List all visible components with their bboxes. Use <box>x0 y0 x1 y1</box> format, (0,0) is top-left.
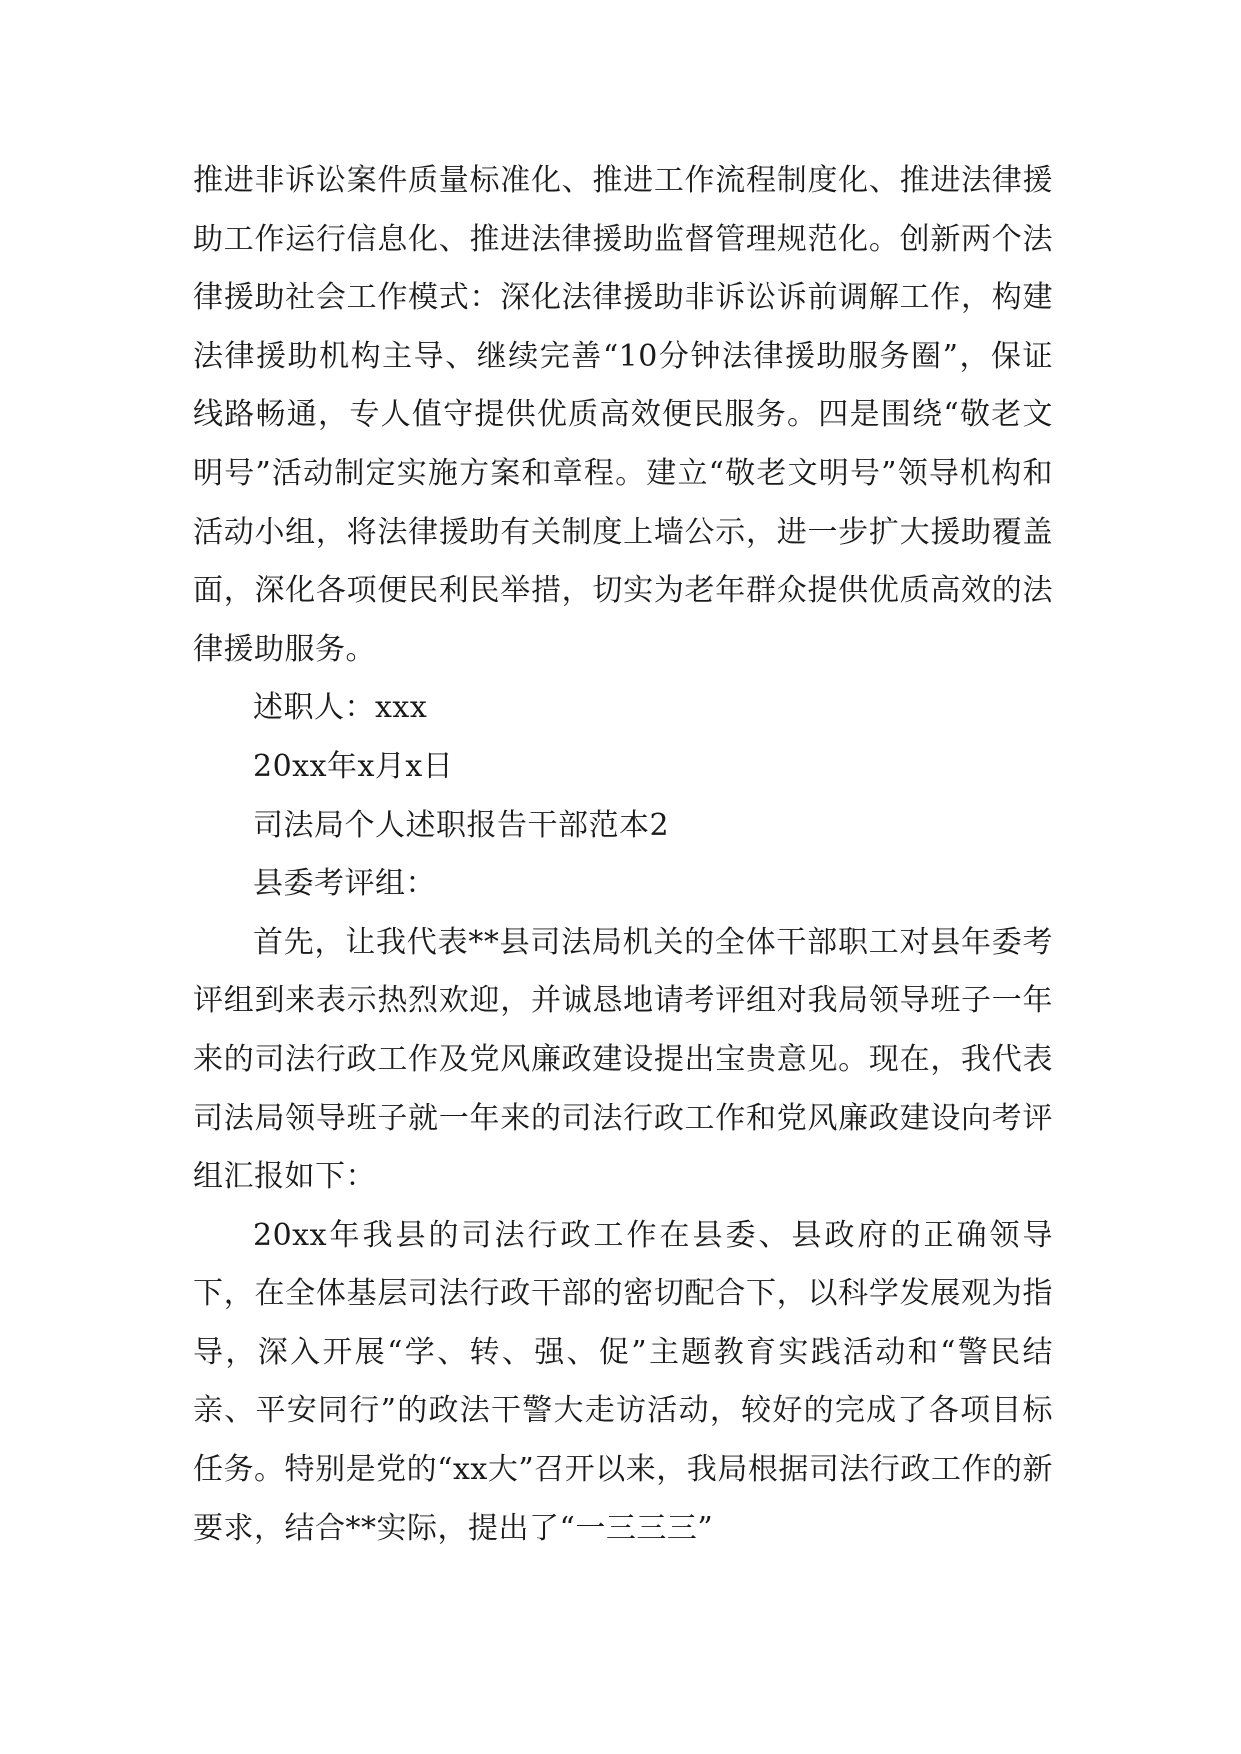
paragraph-legal-aid-measures: 推进非诉讼案件质量标准化、推进工作流程制度化、推进法律援助工作运行信息化、推进法律援助监督管理规范化。创新两个法律援助社会工作模式：深化法律援助非诉讼诉前调解工作，构建法律援助机构主导、继续完善“10分钟法律援助服务圈”，保证线路畅通，专人值守提供优质高效便民服务。四是围绕“敬老文明号”活动制定实施方案和章程。建立“敬老文明号”领导机构和活动小组，将法律援助有关制度上墙公示，进一步扩大援助覆盖面，深化各项便民利民举措，切实为老年群众提供优质高效的法律援助服务。 <box>193 163 1053 667</box>
date-line: 20xx年x月x日 <box>253 748 454 784</box>
salutation: 县委考评组： <box>253 866 436 902</box>
paragraph-annual-work: 20xx年我县的司法行政工作在县委、县政府的正确领导下，在全体基层司法行政干部的密切配合下，以科学发展观为指导，深入开展“学、转、强、促”主题教育实践活动和“警民结亲、平安同行”的政法干警大走访活动，较好的完成了各项目标任务。特别是党的“xx大”召开以来，我局根据司法行政工作的新要求，结合**实际，提出了“一三三三” <box>193 1217 1053 1546</box>
signature-line: 述职人：xxx <box>253 690 428 726</box>
section-title: 司法局个人述职报告干部范本2 <box>253 807 670 843</box>
paragraph-introduction: 首先，让我代表**县司法局机关的全体干部职工对县年委考评组到来表示热烈欢迎，并诚恳地请考评组对我局领导班子一年来的司法行政工作及党风廉政建设提出宝贵意见。现在，我代表司法局领导班子就一年来的司法行政工作和党风廉政建设向考评组汇报如下： <box>193 924 1053 1195</box>
document-body <box>193 152 1053 1558</box>
